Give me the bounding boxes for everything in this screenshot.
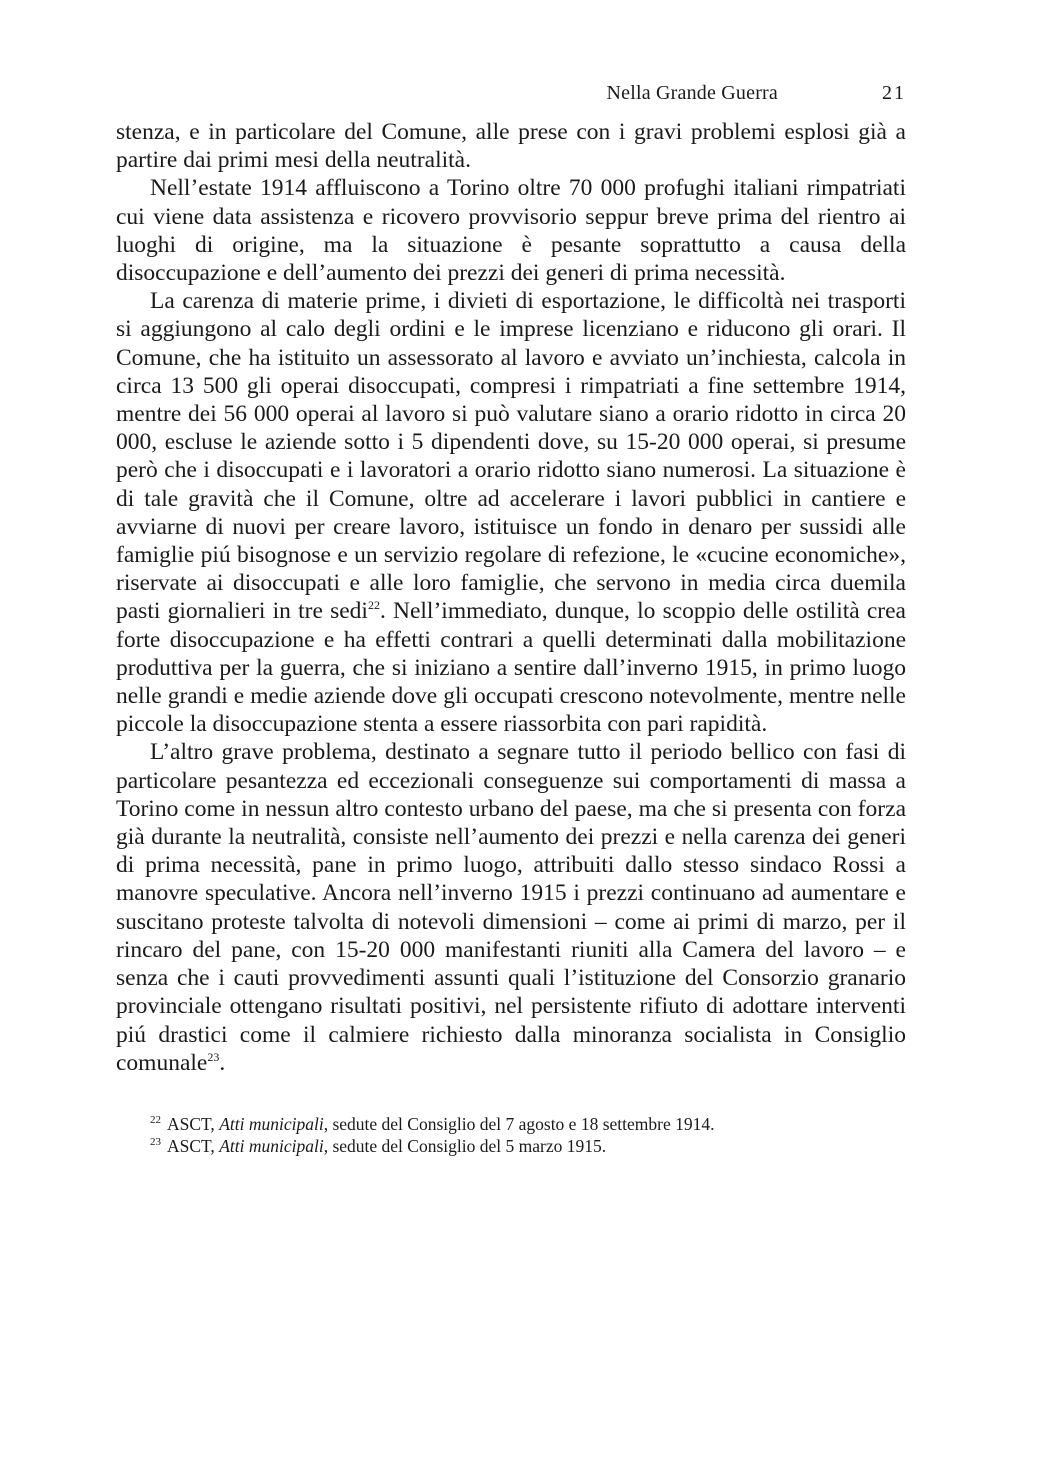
footnote-text-cont: , sedute del Consiglio del 5 marzo 1915.	[323, 1135, 607, 1156]
paragraph-4-text-cont: .	[219, 1049, 226, 1076]
paragraph-4	[116, 738, 906, 1076]
footnote-text-cont: , sedute del Consiglio del 7 agosto e 18 settembre 1914.	[323, 1113, 715, 1134]
paragraph-3-text-cont: . Nell’immediato, dunque, lo scoppio delle ostilità crea forte disoccupazione e ha effetti contrari a quelli determinati dalla mobilitazione produttiva per la guerra, che si iniziano a sentire dall’inverno 1915, in primo luogo nelle grandi e medie aziende dove gli occupati crescono notevolmente, mentre nelle piccole la disoccupazione stenta a essere riassorbita con pari rapidità.	[116, 598, 906, 738]
paragraph-3	[116, 287, 906, 738]
footnote-source-title: Atti municipali	[219, 1113, 324, 1134]
paragraph-3-text: La carenza di materie prime, i divieti di esportazione, le difficoltà nei trasporti si aggiungono al calo degli ordini e le imprese licenziano e riducono gli orari. Il Comune, che ha istituito un assessorato al lavoro e avviato un’inchiesta, calcola in circa 13 500 gli operai disoccupati, compresi i rimpatriati a fine settembre 1914, mentre dei 56 000 operai al lavoro si può valutare siano a orario ridotto in circa 20 000, escluse le aziende sotto i 5 dipendenti dove, su 15-20 000 operai, si presume però che i disoccupati e i lavoratori a orario ridotto siano numerosi. La situazione è di tale gravità che il Comune, oltre ad accelerare i lavori pubblici in cantiere e avviarne di nuovi per creare lavoro, istituisce un fondo in denaro per sussidi alle famiglie piú bisognose e un servizio regolare di refezione, le «cucine economiche», riservate ai disoccupati e alle loro famiglie, che servono in media circa duemila pasti giornalieri in tre sedi	[116, 288, 906, 625]
footnote-source-title: Atti municipali	[219, 1135, 324, 1156]
paragraph-2: Nell’estate 1914 affluiscono a Torino oltre 70 000 profughi italiani rimpatriati cui viene data assistenza e ricovero provvisorio seppur breve prima del rientro ai luoghi di origine, ma la situazione è pesante soprattutto a causa della disoccupazione e dell’aumento dei prezzi dei generi di prima necessità.	[116, 175, 906, 287]
footnote-text: ASCT,	[167, 1113, 220, 1134]
running-head	[116, 82, 906, 112]
footnote-ref-23: 23	[207, 1049, 220, 1064]
running-title: Nella Grande Guerra	[606, 82, 778, 104]
footnote-text: ASCT,	[167, 1135, 220, 1156]
footnote-22	[116, 1113, 906, 1135]
footnote-number: 23	[150, 1135, 161, 1148]
paragraph-1: stenza, e in particolare del Comune, alle prese con i gravi problemi esplosi già a partire dai primi mesi della neutralità.	[116, 119, 906, 174]
footnote-number: 22	[150, 1113, 161, 1126]
page-number: 21	[882, 82, 906, 104]
footnote-23	[116, 1135, 906, 1157]
footnote-ref-22: 22	[367, 598, 380, 613]
footnotes	[116, 1113, 906, 1157]
book-page	[116, 82, 906, 1157]
body-text	[116, 118, 906, 1077]
paragraph-4-text: L’altro grave problema, destinato a segnare tutto il periodo bellico con fasi di particolare pesantezza ed eccezionali conseguenze sui comportamenti di massa a Torino come in nessun altro contesto urbano del paese, ma che si presenta con forza già durante la neutralità, consiste nell’aumento dei prezzi e nella carenza dei generi di prima necessità, pane in primo luogo, attribuiti dallo stesso sindaco Rossi a manovre speculative. Ancora nell’inverno 1915 i prezzi continuano ad aumentare e suscitano proteste talvolta di notevoli dimensioni – come ai primi di marzo, per il rincaro del pane, con 15-20 000 manifestanti riuniti alla Camera del lavoro – e senza che i cauti provvedimenti assunti quali l’istituzione del Consorzio granario provinciale ottengano risultati positivi, nel persistente rifiuto di adottare interventi piú drastici come il calmiere richiesto dalla minoranza socialista in Consiglio comunale	[116, 739, 906, 1076]
